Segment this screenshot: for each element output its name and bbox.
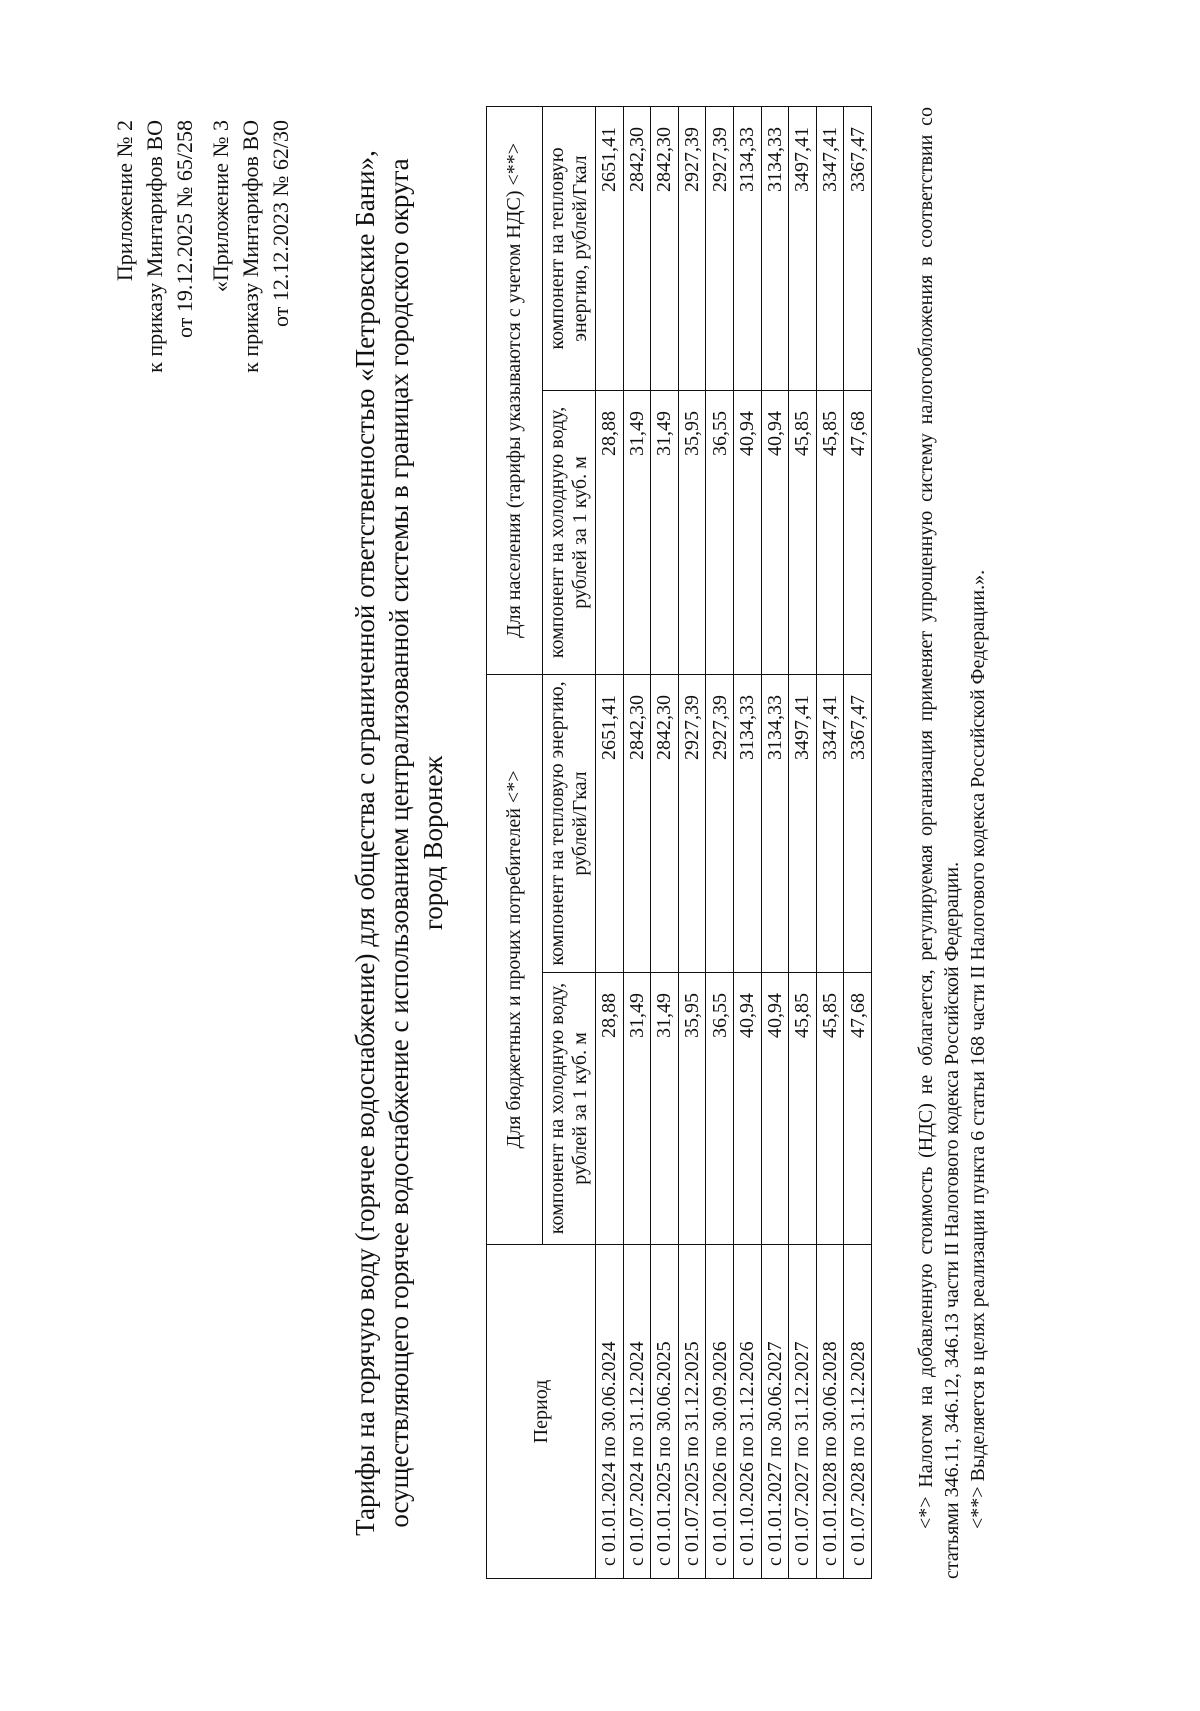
cell-period: с 01.01.2026 по 30.09.2026 — [706, 1245, 734, 1579]
cell-population-cold: 36,55 — [706, 390, 734, 674]
header-line: «Приложение № 3 — [208, 120, 233, 293]
cell-period: с 01.07.2024 по 31.12.2024 — [623, 1245, 651, 1579]
document-title — [348, 115, 450, 1571]
title-line: город Воронеж — [418, 755, 448, 931]
table-row — [816, 106, 844, 1578]
table-row — [733, 106, 761, 1578]
cell-population-heat: 2842,30 — [651, 106, 679, 390]
cell-budget-heat: 3497,41 — [789, 674, 817, 972]
table-header-row — [487, 106, 543, 1578]
footnote-population: <**> Выделяется в целях реализации пункта 6 статьи 168 части II Налогового кодекса Российской Федерации.». — [967, 569, 989, 1529]
cell-budget-cold: 45,85 — [816, 973, 844, 1245]
header-line: к приказу Минтарифов ВО — [142, 120, 167, 373]
cell-population-cold: 45,85 — [816, 390, 844, 674]
table-row — [761, 106, 789, 1578]
cell-population-heat: 3134,33 — [761, 106, 789, 390]
cell-period: с 01.07.2028 по 31.12.2028 — [844, 1245, 872, 1579]
cell-budget-cold: 36,55 — [706, 973, 734, 1245]
cell-population-cold: 47,68 — [844, 390, 872, 674]
table-row — [706, 106, 734, 1578]
table-row — [678, 106, 706, 1578]
footnotes — [913, 107, 991, 1579]
header-line: к приказу Минтарифов ВО — [238, 120, 263, 373]
header-budget-heat: компонент на тепловую энергию, рублей/Гкал — [543, 674, 596, 972]
cell-budget-cold: 47,68 — [844, 973, 872, 1245]
header-population-cold: компонент на холодную воду, рублей за 1 куб. м — [543, 390, 596, 674]
cell-budget-heat: 3367,47 — [844, 674, 872, 972]
cell-population-heat: 2651,41 — [596, 106, 624, 390]
cell-budget-heat: 2651,41 — [596, 674, 624, 972]
header-group-budget: Для бюджетных и прочих потребителей <*> — [487, 674, 543, 1244]
cell-budget-heat: 2842,30 — [651, 674, 679, 972]
cell-budget-cold: 40,94 — [733, 973, 761, 1245]
cell-period: с 01.01.2027 по 30.06.2027 — [761, 1245, 789, 1579]
cell-period: с 01.10.2026 по 31.12.2026 — [733, 1245, 761, 1579]
tariff-table — [486, 106, 872, 1579]
cell-budget-cold: 31,49 — [623, 973, 651, 1245]
cell-budget-cold: 28,88 — [596, 973, 624, 1245]
cell-budget-heat: 2927,39 — [706, 674, 734, 972]
table-row — [789, 106, 817, 1578]
table-row — [596, 106, 624, 1578]
header-period: Период — [487, 1245, 596, 1579]
cell-population-cold: 35,95 — [678, 390, 706, 674]
cell-population-heat: 3347,41 — [816, 106, 844, 390]
cell-population-heat: 2842,30 — [623, 106, 651, 390]
header-budget-cold: компонент на холодную воду, рублей за 1 куб. м — [543, 973, 596, 1245]
header-line: от 12.12.2023 № 62/30 — [268, 120, 293, 327]
cell-population-cold: 40,94 — [733, 390, 761, 674]
cell-population-cold: 40,94 — [761, 390, 789, 674]
title-line: Тарифы на горячую воду (горячее водоснабжение) для общества с ограниченной ответственностью «Петровские Бани», — [350, 150, 380, 1536]
cell-population-heat: 3134,33 — [733, 106, 761, 390]
appendix-header-current — [110, 120, 200, 373]
cell-budget-cold: 35,95 — [678, 973, 706, 1245]
table-row — [623, 106, 651, 1578]
title-line: осуществляющего горячее водоснабжение с использованием централизованной системы в границах городского округа — [384, 158, 414, 1528]
header-line: Приложение № 2 — [112, 120, 137, 282]
cell-population-cold: 31,49 — [623, 390, 651, 674]
cell-budget-heat: 3134,33 — [761, 674, 789, 972]
cell-population-cold: 28,88 — [596, 390, 624, 674]
table-row — [844, 106, 872, 1578]
cell-budget-cold: 45,85 — [789, 973, 817, 1245]
cell-period: с 01.01.2028 по 30.06.2028 — [816, 1245, 844, 1579]
cell-population-heat: 3367,47 — [844, 106, 872, 390]
cell-budget-heat: 2842,30 — [623, 674, 651, 972]
header-population-heat: компонент на тепловую энергию, рублей/Гкал — [543, 106, 596, 390]
appendix-header-previous — [206, 120, 296, 373]
header-line: от 19.12.2025 № 65/258 — [172, 120, 197, 338]
cell-budget-cold: 31,49 — [651, 973, 679, 1245]
cell-population-heat: 2927,39 — [706, 106, 734, 390]
cell-population-cold: 31,49 — [651, 390, 679, 674]
cell-period: с 01.01.2025 по 30.06.2025 — [651, 1245, 679, 1579]
table-row — [651, 106, 679, 1578]
cell-period: с 01.07.2027 по 31.12.2027 — [789, 1245, 817, 1579]
cell-population-heat: 3497,41 — [789, 106, 817, 390]
cell-period: с 01.01.2024 по 30.06.2024 — [596, 1245, 624, 1579]
cell-budget-cold: 40,94 — [761, 973, 789, 1245]
cell-budget-heat: 3134,33 — [733, 674, 761, 972]
footnote-vat: <*> Налогом на добавленную стоимость (НДС) не облагается, регулируемая организация применяет упрощенную систему налогообложения в соответствии со статьями 346.11, 346.12, 346.13 части II Налогового кодекса Российской Федерации. — [915, 107, 963, 1579]
cell-population-heat: 2927,39 — [678, 106, 706, 390]
cell-budget-heat: 2927,39 — [678, 674, 706, 972]
cell-population-cold: 45,85 — [789, 390, 817, 674]
cell-budget-heat: 3347,41 — [816, 674, 844, 972]
header-group-population: Для населения (тарифы указываются с учетом НДС) <**> — [487, 106, 543, 674]
cell-period: с 01.07.2025 по 31.12.2025 — [678, 1245, 706, 1579]
